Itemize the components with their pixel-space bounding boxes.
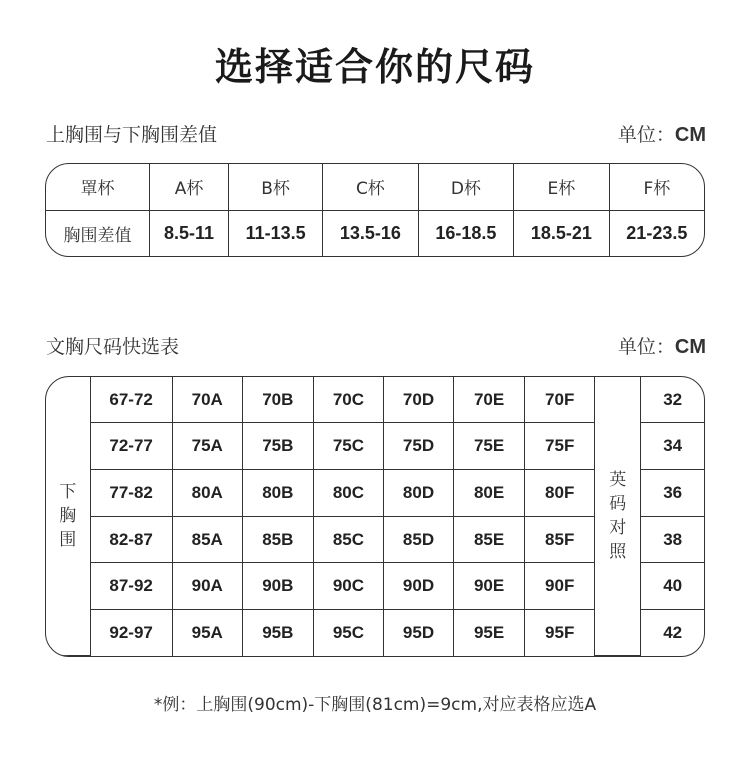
size-cell: 85E bbox=[454, 516, 525, 563]
cup-difference-table bbox=[45, 163, 705, 257]
uk-size-cell: 32 bbox=[641, 377, 704, 423]
size-cell: 75D bbox=[383, 423, 453, 470]
section2-unit-label: 单位： bbox=[617, 336, 675, 358]
underbust-label-text: 下胸围 bbox=[59, 482, 77, 550]
section2-unit-value: CM bbox=[674, 336, 706, 358]
uk-size-label bbox=[595, 377, 641, 656]
size-cell: 90E bbox=[454, 563, 525, 610]
size-cell: 85C bbox=[313, 516, 383, 563]
underbust-range: 77-82 bbox=[90, 469, 172, 516]
size-cell: 80B bbox=[242, 469, 313, 516]
difference-cell: 13.5-16 bbox=[323, 210, 419, 256]
size-cell: 80A bbox=[172, 469, 242, 516]
size-cell: 70E bbox=[454, 377, 525, 423]
size-cell: 75C bbox=[313, 423, 383, 470]
uk-size-label-text: 英码对照 bbox=[609, 470, 627, 562]
footnote: *例：上胸围(90cm)-下胸围(81cm)=9cm,对应表格应选A bbox=[153, 695, 597, 715]
cup-header: A杯 bbox=[150, 164, 229, 210]
section1-unit bbox=[618, 120, 706, 147]
size-cell: 90A bbox=[172, 563, 242, 610]
size-cell: 70A bbox=[172, 377, 242, 423]
size-cell: 80D bbox=[383, 469, 453, 516]
size-cell: 90C bbox=[313, 563, 383, 610]
difference-cell: 16-18.5 bbox=[418, 210, 514, 256]
cup-header: B杯 bbox=[229, 164, 323, 210]
size-cell: 75B bbox=[242, 423, 313, 470]
uk-size-cell: 38 bbox=[641, 516, 704, 563]
size-cell: 75E bbox=[454, 423, 525, 470]
size-cell: 85D bbox=[383, 516, 453, 563]
underbust-range: 92-97 bbox=[90, 610, 172, 656]
underbust-range: 67-72 bbox=[90, 377, 172, 423]
size-cell: 80F bbox=[525, 469, 595, 516]
size-quick-select-table bbox=[45, 376, 705, 657]
cup-header: F杯 bbox=[609, 164, 704, 210]
size-cell: 95B bbox=[242, 610, 313, 656]
cup-header: E杯 bbox=[514, 164, 610, 210]
difference-cell: 18.5-21 bbox=[514, 210, 610, 256]
size-cell: 85A bbox=[172, 516, 242, 563]
difference-row-label: 胸围差值 bbox=[46, 210, 150, 256]
size-cell: 80C bbox=[313, 469, 383, 516]
size-cell: 85F bbox=[525, 516, 595, 563]
difference-cell: 11-13.5 bbox=[229, 210, 323, 256]
section1-label: 上胸围与下胸围差值 bbox=[46, 124, 218, 146]
size-cell: 75F bbox=[525, 423, 595, 470]
size-cell: 95E bbox=[454, 610, 525, 656]
section2-label: 文胸尺码快选表 bbox=[46, 336, 180, 358]
underbust-range: 72-77 bbox=[90, 423, 172, 470]
page-title: 选择适合你的尺码 bbox=[214, 45, 535, 89]
size-cell: 90D bbox=[383, 563, 453, 610]
uk-size-cell: 34 bbox=[641, 423, 704, 470]
size-cell: 75A bbox=[172, 423, 242, 470]
cup-header: C杯 bbox=[323, 164, 419, 210]
cup-header-label: 罩杯 bbox=[46, 164, 150, 210]
uk-size-cell: 40 bbox=[641, 563, 704, 610]
size-cell: 70D bbox=[383, 377, 453, 423]
section1-unit-label: 单位： bbox=[617, 124, 675, 146]
size-cell: 85B bbox=[242, 516, 313, 563]
size-cell: 95D bbox=[383, 610, 453, 656]
uk-size-cell: 36 bbox=[641, 469, 704, 516]
difference-row bbox=[46, 210, 704, 256]
underbust-range: 82-87 bbox=[90, 516, 172, 563]
size-cell: 95F bbox=[525, 610, 595, 656]
size-cell: 70B bbox=[242, 377, 313, 423]
size-cell: 90F bbox=[525, 563, 595, 610]
size-cell: 95C bbox=[313, 610, 383, 656]
size-cell: 80E bbox=[454, 469, 525, 516]
size-row bbox=[46, 377, 704, 423]
size-cell: 70F bbox=[525, 377, 595, 423]
underbust-label bbox=[46, 377, 90, 656]
size-cell: 70C bbox=[313, 377, 383, 423]
cup-header: D杯 bbox=[418, 164, 514, 210]
size-cell: 95A bbox=[172, 610, 242, 656]
difference-cell: 8.5-11 bbox=[150, 210, 229, 256]
section2-unit bbox=[618, 332, 706, 359]
section1-unit-value: CM bbox=[674, 124, 706, 146]
cup-header-row bbox=[46, 164, 704, 210]
size-cell: 90B bbox=[242, 563, 313, 610]
underbust-range: 87-92 bbox=[90, 563, 172, 610]
difference-cell: 21-23.5 bbox=[609, 210, 704, 256]
uk-size-cell: 42 bbox=[641, 610, 704, 656]
